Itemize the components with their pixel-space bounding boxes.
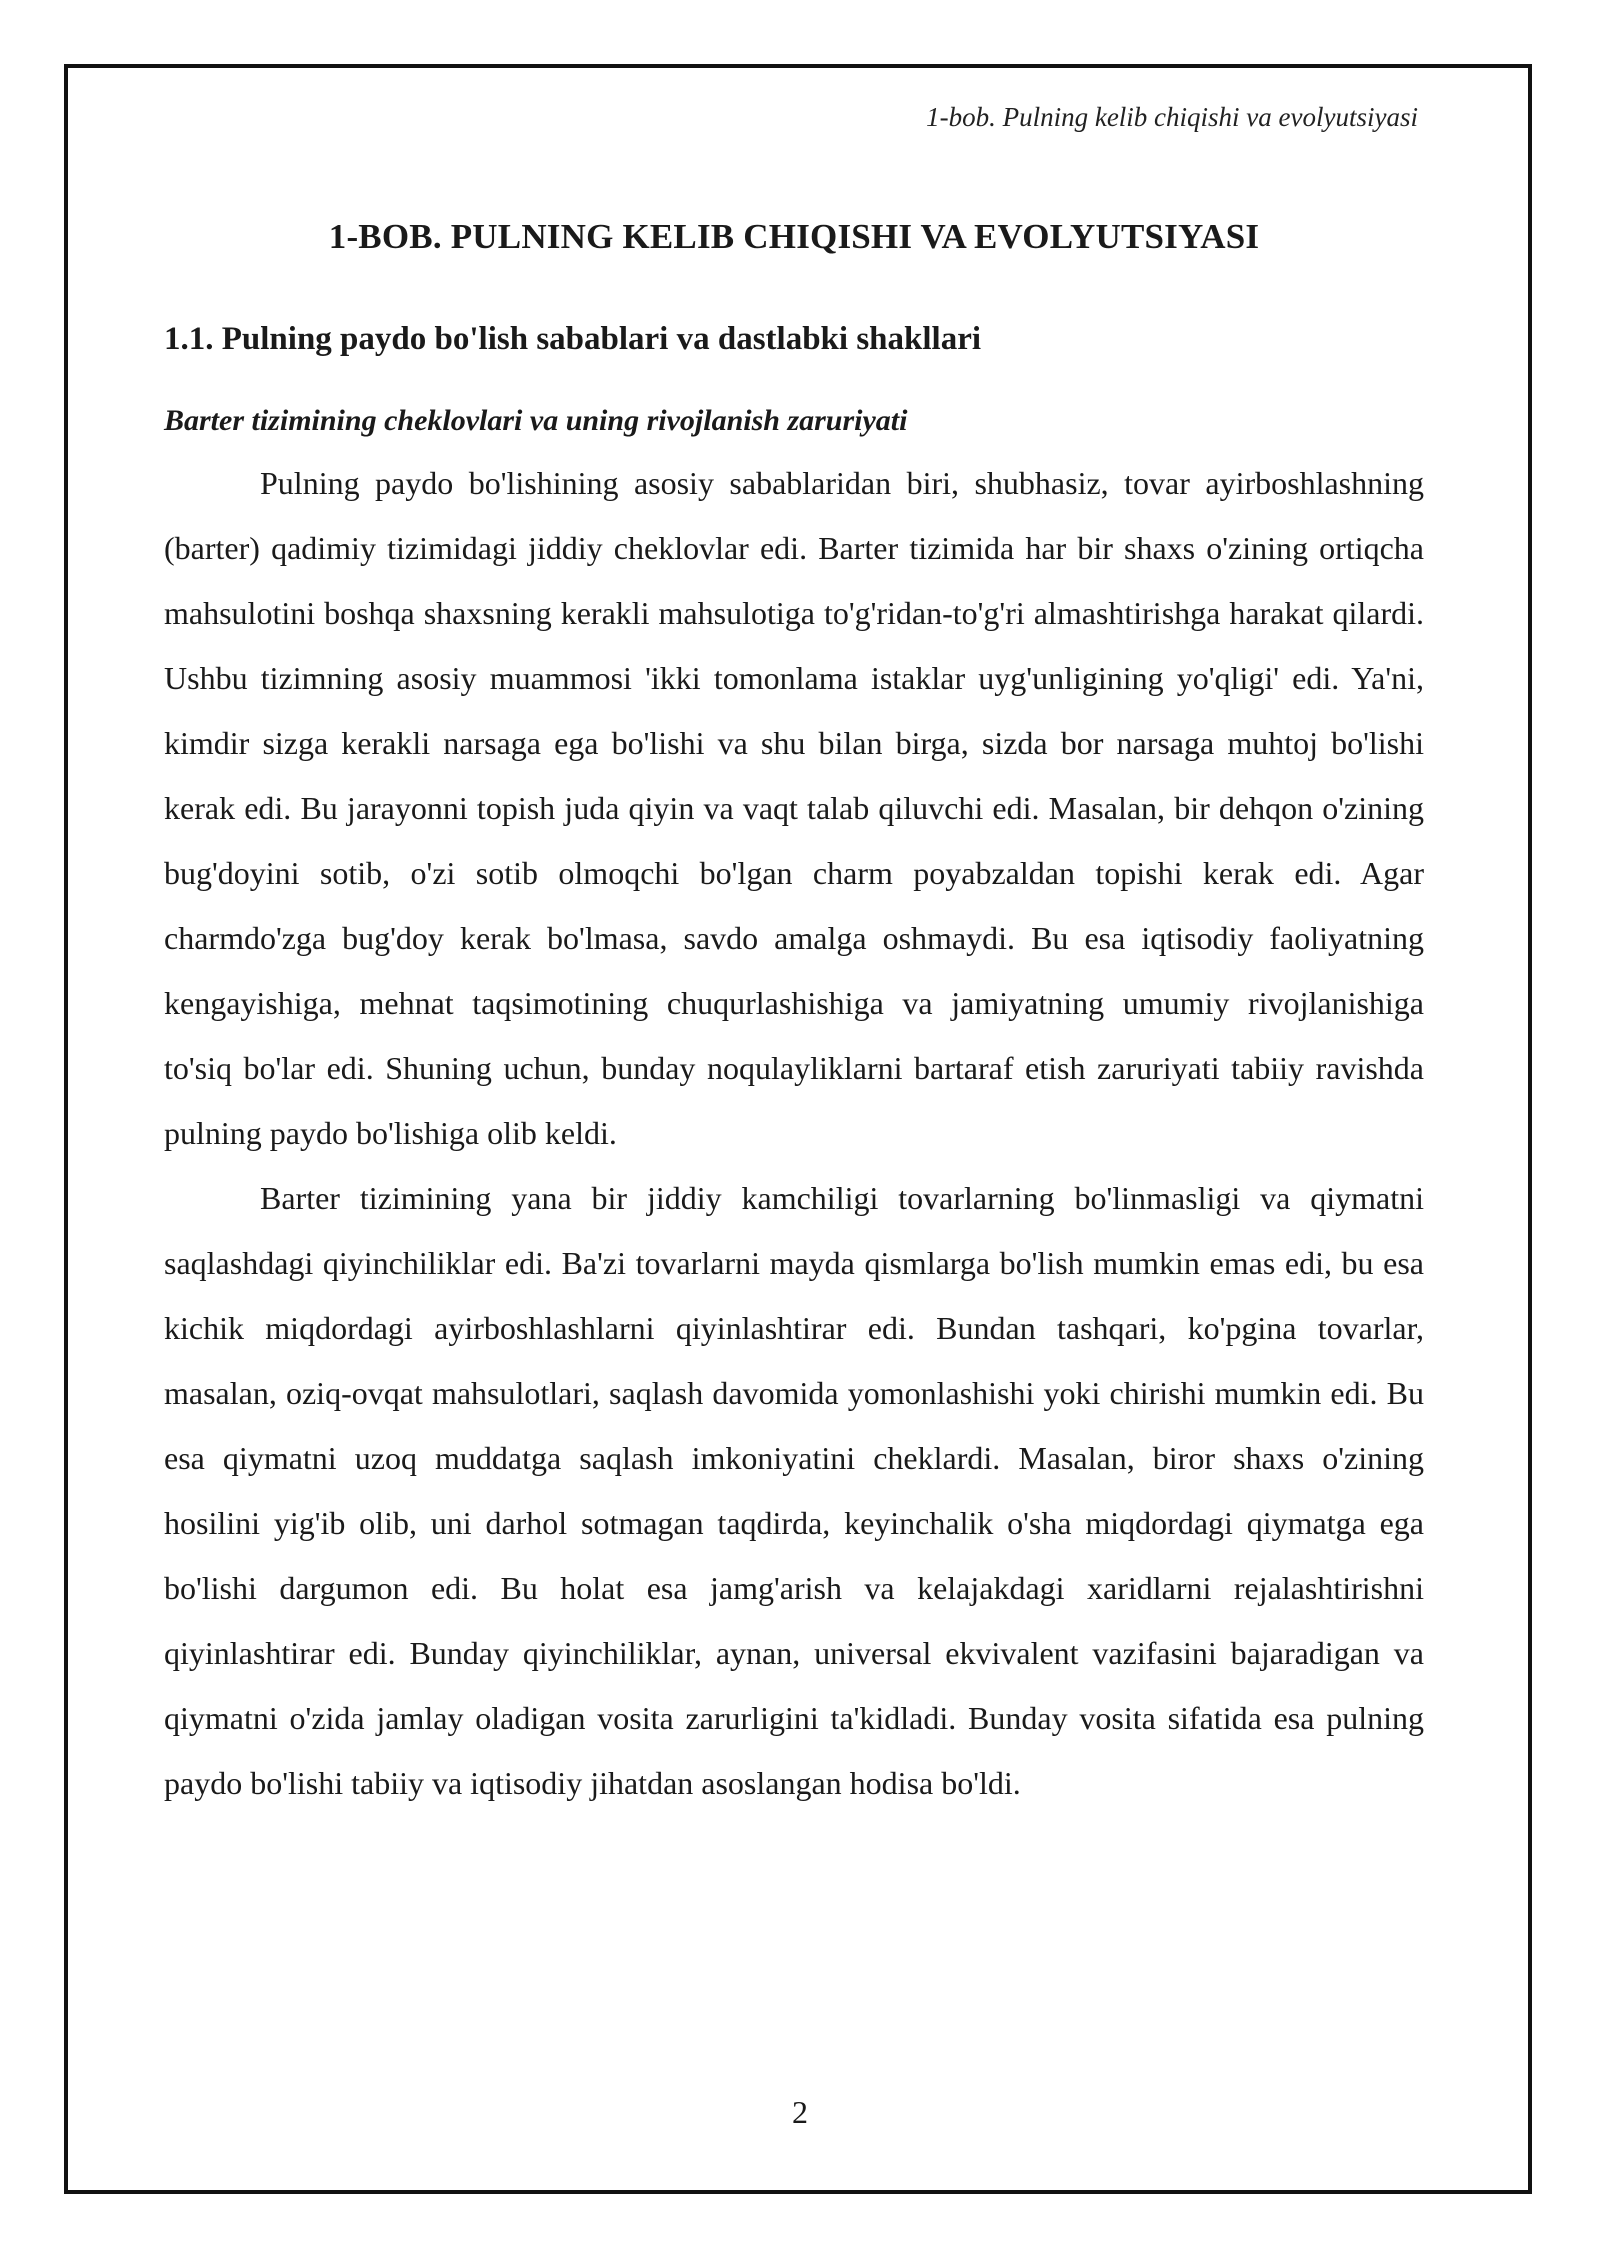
page-content (164, 146, 1424, 1816)
chapter-title: 1-BOB. PULNING KELIB CHIQISHI VA EVOLYUTSIYASI (328, 217, 1260, 256)
running-header: 1-bob. Pulning kelib chiqishi va evolyutsiyasi (926, 102, 1418, 132)
subsection-title: Barter tizimining cheklovlari va uning rivojlanish zaruriyati (164, 404, 908, 437)
page-number: 2 (792, 2094, 808, 2130)
section-title: 1.1. Pulning paydo bo'lish sabablari va dastlabki shakllari (164, 321, 982, 357)
body-paragraph: Pulning paydo bo'lishining asosiy sabablaridan biri, shubhasiz, tovar ayirboshlashning (barter) qadimiy tizimidagi jiddiy cheklovlar edi. Barter tizimida har bir shaxs o'zining ortiqcha mahsulotini boshqa shaxsning kerakli mahsulotiga to'g'ridan-to'g'ri almashtirishga harakat qilardi. Ushbu tizimning asosiy muammosi 'ikki tomonlama istaklar uyg'unligining yo'qligi' edi. Ya'ni, kimdir sizga kerakli narsaga ega bo'lishi va shu bilan birga, sizda bor narsaga muhtoj bo'lishi kerak edi. Bu jarayonni topish juda qiyin va vaqt talab qiluvchi edi. Masalan, bir dehqon o'zining bug'doyini sotib, o'zi sotib olmoqchi bo'lgan charm poyabzaldan topishi kerak edi. Agar charmdo'zga bug'doy kerak bo'lmasa, savdo amalga oshmaydi. Bu esa iqtisodiy faoliyatning kengayishiga, mehnat taqsimotining chuqurlashishiga va jamiyatning umumiy rivojlanishiga to'siq bo'lar edi. Shuning uchun, bunday noqulayliklarni bartaraf etish zaruriyati tabiiy ravishda pulning paydo bo'lishiga olib keldi. (164, 465, 1424, 1151)
body-paragraph: Barter tizimining yana bir jiddiy kamchiligi tovarlarning bo'linmasligi va qiymatni saqlashdagi qiyinchiliklar edi. Ba'zi tovarlarni mayda qismlarga bo'lish mumkin emas edi, bu esa kichik miqdordagi ayirboshlashlarni qiyinlashtirar edi. Bundan tashqari, ko'pgina tovarlar, masalan, oziq-ovqat mahsulotlari, saqlash davomida yomonlashishi yoki chirishi mumkin edi. Bu esa qiymatni uzoq muddatga saqlash imkoniyatini cheklardi. Masalan, biror shaxs o'zining hosilini yig'ib olib, uni darhol sotmagan taqdirda, keyinchalik o'sha miqdordagi qiymatga ega bo'lishi dargumon edi. Bu holat esa jamg'arish va kelajakdagi xaridlarni rejalashtirishni qiyinlashtirar edi. Bunday qiyinchiliklar, aynan, universal ekvivalent vazifasini bajaradigan va qiymatni o'zida jamlay oladigan vosita zarurligini ta'kidladi. Bunday vosita sifatida esa pulning paydo bo'lishi tabiiy va iqtisodiy jihatdan asoslangan hodisa bo'ldi. (164, 1180, 1424, 1801)
